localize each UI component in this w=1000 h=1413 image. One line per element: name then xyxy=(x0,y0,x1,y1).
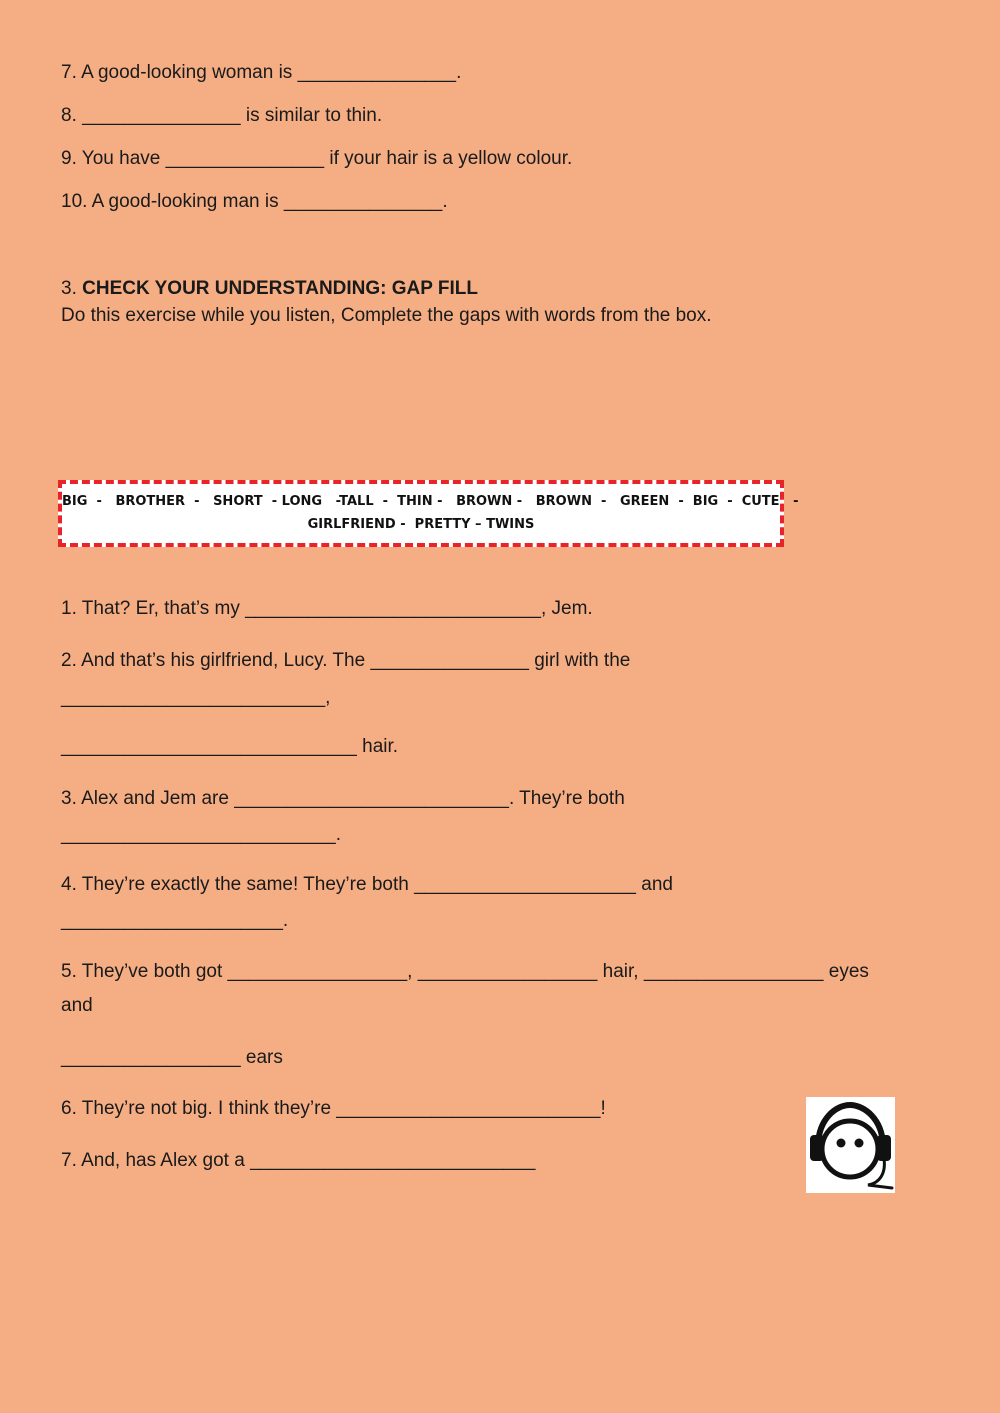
gap-fill-2-cont-a: _________________________, xyxy=(61,687,331,708)
gap-fill-4: 4. They’re exactly the same! They’re both _____________________ and xyxy=(61,874,673,895)
gap-fill-4-cont: _____________________. xyxy=(61,910,289,931)
gap-fill-7: 7. And, has Alex got a ___________________________ xyxy=(61,1150,536,1171)
question-8-top: 8. _______________ is similar to thin. xyxy=(61,105,383,126)
gap-fill-5-cont-b: _________________ ears xyxy=(61,1047,283,1068)
gap-fill-1: 1. That? Er, that’s my ____________________________, Jem. xyxy=(61,598,593,619)
gap-fill-5: 5. They’ve both got _________________, _________________ hair, _________________ eyes xyxy=(61,961,869,982)
gap-fill-3-cont: __________________________. xyxy=(61,824,342,845)
gap-fill-5-cont-a: and xyxy=(61,995,93,1016)
section-title: CHECK YOUR UNDERSTANDING: GAP FILL xyxy=(82,278,478,299)
question-10-top: 10. A good-looking man is _______________. xyxy=(61,191,448,212)
question-7-top: 7. A good-looking woman is _______________. xyxy=(61,62,462,83)
headphones-smiley-icon xyxy=(806,1097,895,1193)
gap-fill-6: 6. They’re not big. I think they’re _________________________! xyxy=(61,1098,606,1119)
gap-fill-2-cont-b: ____________________________ hair. xyxy=(61,736,399,757)
question-9-top: 9. You have _______________ if your hair is a yellow colour. xyxy=(61,148,573,169)
section-heading xyxy=(61,277,478,301)
gap-fill-3: 3. Alex and Jem are __________________________. They’re both xyxy=(61,788,625,809)
section-number: 3. xyxy=(61,278,83,299)
word-box xyxy=(58,480,799,547)
section-instructions: Do this exercise while you listen, Complete the gaps with words from the box. xyxy=(61,305,712,326)
word-box-row-1: BIG - BROTHER - SHORT - LONG -TALL - THIN - BROWN - BROWN - GREEN - BIG - CUTE - xyxy=(62,494,799,509)
word-box-row-2: GIRLFRIEND - PRETTY – TWINS xyxy=(307,517,535,532)
gap-fill-2: 2. And that’s his girlfriend, Lucy. The _______________ girl with the xyxy=(61,650,631,671)
